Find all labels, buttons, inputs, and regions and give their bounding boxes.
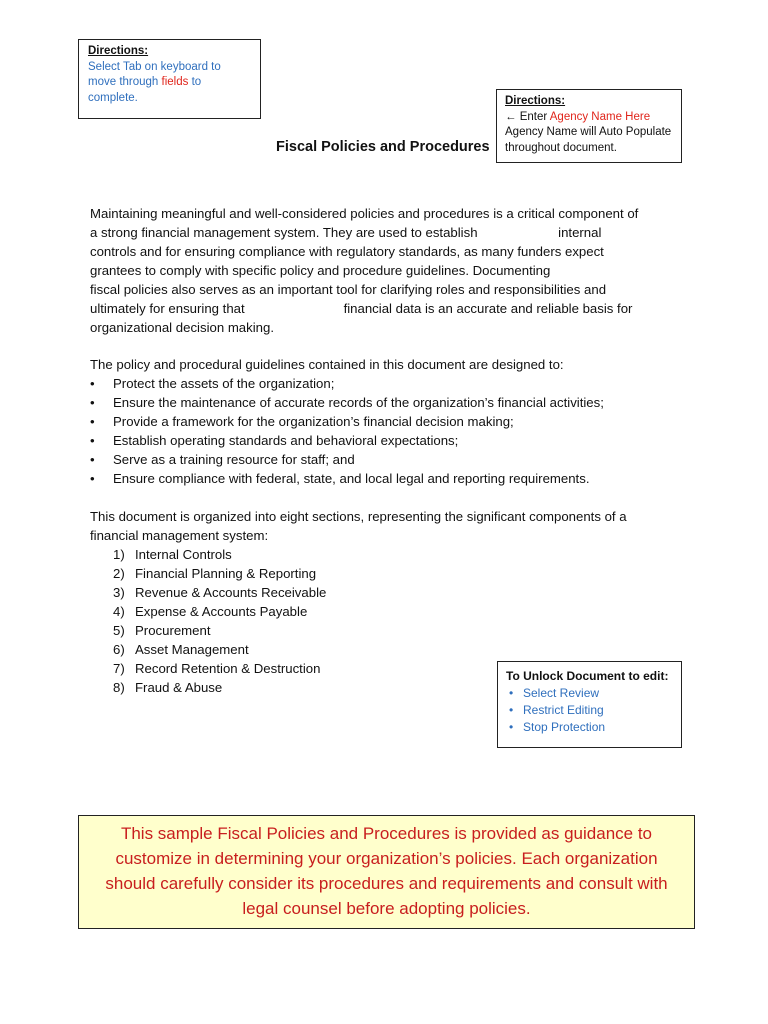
directions-header: Directions: [505, 95, 566, 107]
bullet-icon: • [90, 452, 95, 467]
paragraph-line: This document is organized into eight sections, representing the significant components of a [90, 509, 627, 524]
directions-box-agency [496, 89, 682, 163]
list-item: 6) Asset Management [113, 642, 249, 657]
paragraph-line: controls and for ensuring compliance with regulatory standards, as many funders expect [90, 244, 604, 259]
unlock-step-stop-protection: • Stop Protection [509, 720, 606, 734]
list-item: • Serve as a training resource for staff; and [90, 452, 355, 467]
directions-line [505, 110, 673, 126]
list-item: 7) Record Retention & Destruction [113, 661, 321, 676]
notice-line: This sample Fiscal Policies and Procedures is provided as guidance to [120, 824, 653, 843]
directions-line: throughout document. [505, 141, 617, 154]
unlock-steps [506, 685, 673, 736]
bullet-icon: • [509, 720, 514, 734]
bullet-icon: • [90, 433, 95, 448]
bullet-icon: • [90, 395, 95, 410]
paragraph-line: ultimately for ensuring that financial data is an accurate and reliable basis for [90, 301, 633, 316]
guidelines-list [90, 374, 680, 488]
paragraph-line: a strong financial management system. They are used to establish internal [90, 225, 602, 240]
directions-text: Enter [516, 110, 550, 123]
directions-box-keyboard [78, 39, 261, 119]
unlock-header: To Unlock Document to edit: [506, 669, 669, 683]
directions-line: complete. [88, 91, 138, 104]
notice-line: customize in determining your organization’s policies. Each organization [115, 849, 658, 868]
list-item: • Ensure compliance with federal, state, and local legal and reporting requirements. [90, 471, 590, 486]
notice-line: should carefully consider its procedures and requirements and consult with [105, 874, 668, 893]
bullet-icon: • [90, 376, 95, 391]
directions-header: Directions: [88, 45, 149, 57]
list-item: • Protect the assets of the organization; [90, 376, 335, 391]
notice-line: legal counsel before adopting policies. [242, 899, 531, 918]
list-item: • Establish operating standards and behavioral expectations; [90, 433, 459, 448]
directions-line [88, 75, 251, 91]
bullet-icon: • [90, 414, 95, 429]
fields-word: fields [161, 76, 189, 88]
paragraph-line: financial management system: [90, 528, 269, 543]
page-title: Fiscal Policies and Procedures [276, 139, 490, 155]
bullet-icon: • [90, 471, 95, 486]
list-item: 1) Internal Controls [113, 547, 232, 562]
bullet-icon: • [509, 703, 514, 717]
list-item: 5) Procurement [113, 623, 211, 638]
list-item: 8) Fraud & Abuse [113, 680, 223, 695]
paragraph-line: organizational decision making. [90, 320, 275, 335]
list-item: 2) Financial Planning & Reporting [113, 566, 317, 581]
directions-text: move through [88, 76, 162, 88]
unlock-instructions-box [497, 661, 682, 748]
list-item: • Ensure the maintenance of accurate records of the organization’s financial activities; [90, 395, 604, 410]
unlock-step-select-review: • Select Review [509, 686, 600, 700]
directions-line: Select Tab on keyboard to [88, 60, 221, 73]
bullet-icon: • [509, 686, 514, 700]
list-item: 4) Expense & Accounts Payable [113, 604, 308, 619]
unlock-step-restrict-editing: • Restrict Editing [509, 703, 604, 717]
paragraph-line: fiscal policies also serves as an important tool for clarifying roles and responsibilities and [90, 282, 607, 297]
left-arrow-icon: ← [505, 110, 517, 123]
agency-name-field[interactable]: Agency Name Here [549, 110, 651, 123]
list-item: • Provide a framework for the organization’s financial decision making; [90, 414, 514, 429]
directions-text: to [188, 76, 202, 88]
list-item: 3) Revenue & Accounts Receivable [113, 585, 327, 600]
guidance-notice [78, 815, 695, 929]
paragraph-line: grantees to comply with specific policy and procedure guidelines. Documenting [90, 263, 551, 278]
directions-line: Agency Name will Auto Populate [505, 126, 672, 138]
intro-paragraph [90, 204, 680, 337]
guidelines-paragraph [90, 355, 680, 488]
paragraph-line: The policy and procedural guidelines contained in this document are designed to: [90, 357, 564, 372]
paragraph-line: Maintaining meaningful and well-considered policies and procedures is a critical component of [90, 206, 639, 221]
